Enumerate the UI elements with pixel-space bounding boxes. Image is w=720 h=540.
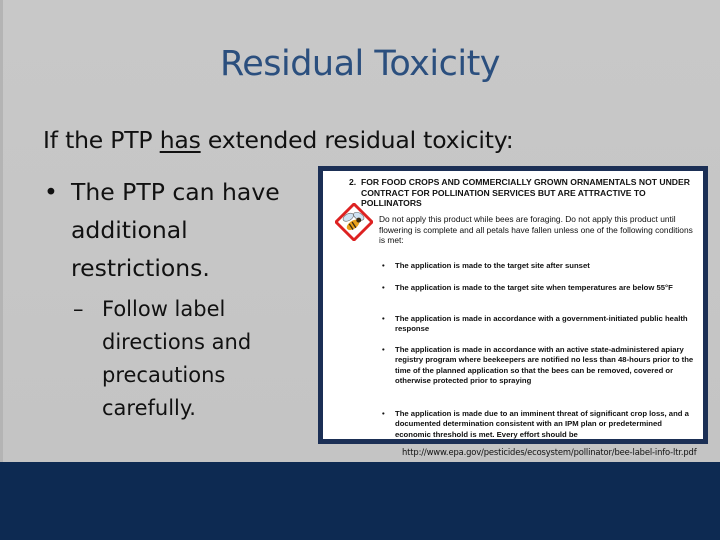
label-heading-number: 2.	[349, 177, 357, 187]
bullet-marker: •	[44, 178, 58, 206]
sub-bullet-marker: –	[73, 297, 84, 321]
pesticide-label-excerpt	[318, 166, 708, 444]
bullet-text: The PTP can have additional restrictions.	[71, 178, 280, 282]
label-condition: • The application is made to the target site when temperatures are below 55°F	[395, 283, 695, 293]
bee-hazard-icon	[335, 203, 373, 241]
source-url[interactable]: http://www.epa.gov/pesticides/ecosystem/pollinator/bee-label-info-ltr.pdf	[402, 447, 697, 457]
footer-band	[0, 462, 720, 540]
intro-before: If the PTP	[43, 126, 160, 154]
label-heading	[349, 177, 701, 209]
intro-emphasis: has	[159, 126, 201, 154]
label-condition: • The application is made to the target site after sunset	[395, 261, 695, 271]
label-condition: • The application is made due to an imminent threat of significant crop loss, and a documented determination consistent with an IPM plan or predetermined economic threshold is met. Every effort should be	[395, 409, 695, 440]
intro-line	[43, 126, 513, 154]
slide-title: Residual Toxicity	[219, 44, 501, 84]
sub-bullet-text: Follow label directions and precautions carefully.	[102, 297, 252, 420]
label-condition: • The application is made in accordance with an active state-administered apiary registry program where beekeepers are notified no less than 48-hours prior to the time of the planned application so that the bees can be removed, covered or otherwise protected prior to spraying	[395, 345, 695, 387]
label-heading-text: FOR FOOD CROPS AND COMMERCIALLY GROWN ORNAMENTALS NOT UNDER CONTRACT FOR POLLINATION SERVICES BUT ARE ATTRACTIVE TO POLLINATORS	[361, 177, 690, 208]
label-condition: • The application is made in accordance with a government-initiated public health response	[395, 314, 695, 335]
intro-after: extended residual toxicity:	[200, 126, 514, 154]
label-intro: Do not apply this product while bees are foraging. Do not apply this product until flowering is complete and all petals have fallen unless one of the following conditions is met:	[379, 214, 693, 245]
